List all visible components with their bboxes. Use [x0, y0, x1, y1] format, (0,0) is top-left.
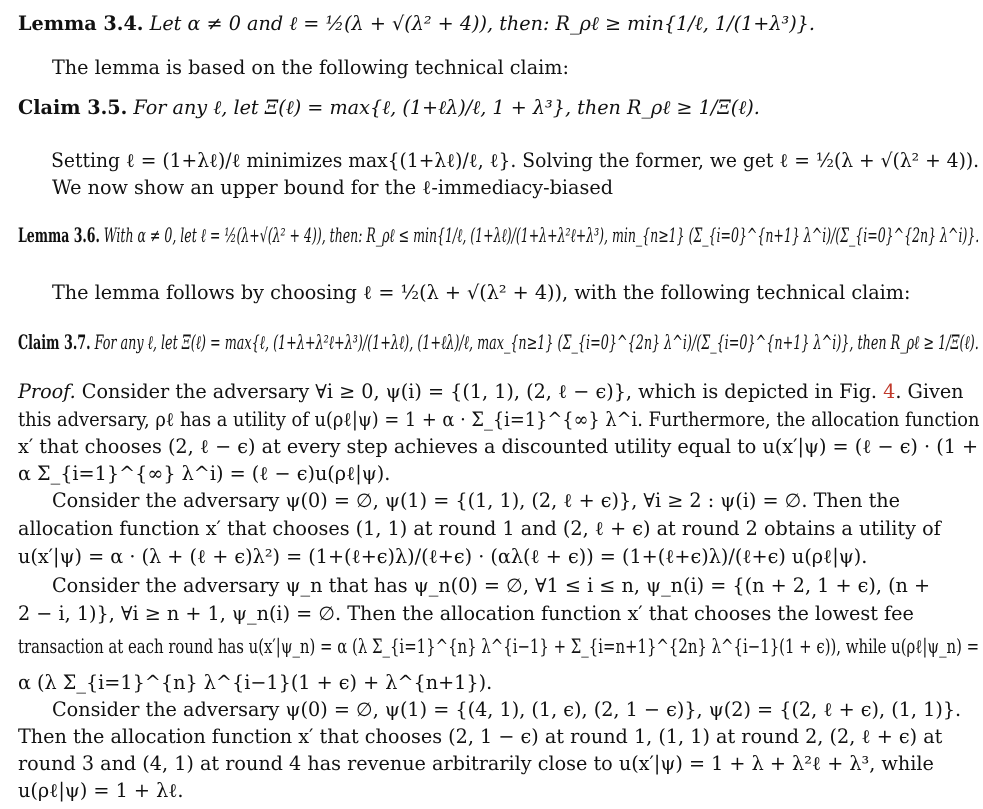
- proof-text: round 3 and (4, 1) at round 4 has revenue arbitrarily close to u(x′|ψ) = 1 + λ + λ²ℓ + λ³, while: [18, 752, 934, 775]
- setting-text: [18, 151, 979, 170]
- proof-text: x′ that chooses (2, ℓ − ϵ) at every step achieves a discounted utility equal to u(x′|ψ) = (ℓ − ϵ) · (1 +: [18, 435, 979, 458]
- proof-text: allocation function x′ that chooses (1, 1) at round 1 and (2, ℓ + ϵ) at round 2 obtains a utility of: [18, 517, 941, 540]
- proof-text: α Σ_{i=1}^{∞} λ^i) = (ℓ − ϵ)u(ρℓ|ψ).: [18, 462, 391, 485]
- figure-citation-link[interactable]: 4: [883, 380, 896, 403]
- paragraph-text: The lemma is based on the following technical claim:: [52, 56, 569, 79]
- proof-line-7: [18, 547, 867, 566]
- lemma-3-6-label: Lemma 3.6.: [18, 224, 100, 247]
- proof-text: this adversary, ρℓ has a utility of u(ρℓ|ψ) = 1 + α · Σ_{i=1}^{∞} λ^i. Furthermore, the allocation function: [18, 408, 980, 431]
- lemma-follows-text: [18, 283, 910, 302]
- proof-text: Consider the adversary ψ(0) = ∅, ψ(1) = {(4, 1), (1, ϵ), (2, 1 − ϵ)}, ψ(2) = {(2, ℓ + ϵ), (1, 1)}.: [52, 698, 962, 721]
- proof-text: u(x′|ψ) = α · (λ + (ℓ + ϵ)λ²) = (1+(ℓ+ϵ)λ)/(ℓ+ϵ) · (αλ(ℓ + ϵ)) = (1+(ℓ+ϵ)λ)/(ℓ+ϵ) u(ρℓ|ψ).: [18, 545, 868, 568]
- proof-line-11: [18, 673, 492, 692]
- proof-line-1: [18, 382, 964, 401]
- proof-text: Consider the adversary ψ_n that has ψ_n(0) = ∅, ∀1 ≤ i ≤ n, ψ_n(i) = {(n + 2, 1 + ϵ), (n +: [52, 574, 931, 597]
- proof-line-14: [18, 754, 934, 773]
- claim-3-5-statement: For any ℓ, let Ξ(ℓ) = max{ℓ, (1+ℓλ)/ℓ, 1 + λ³}, then R_ρℓ ≥ 1/Ξ(ℓ).: [127, 96, 760, 119]
- proof-text: Consider the adversary ∀i ≥ 0, ψ(i) = {(1, 1), (2, ℓ − ϵ)}, which is depicted in Fig.: [75, 380, 884, 403]
- lemma-3-6: [18, 226, 979, 245]
- lemma-3-4: [18, 14, 815, 33]
- proof-text: α (λ Σ_{i=1}^{n} λ^{i−1}(1 + ϵ) + λ^{n+1}).: [18, 671, 493, 694]
- proof-line-15: [18, 781, 184, 800]
- upper-bound-text: [18, 178, 613, 197]
- proof-line-4: [18, 464, 390, 483]
- claim-3-7: [18, 333, 979, 352]
- proof-line-8: [18, 576, 930, 595]
- proof-label: Proof.: [18, 380, 76, 403]
- claim-3-7-statement: For any ℓ, let Ξ(ℓ) = max{ℓ, (1+λ+λ²ℓ+λ³)/(1+λℓ), (1+ℓλ)/ℓ, max_{n≥1} (Σ_{i=0}^{2n} λ^i)/(Σ_{i=0}^{n+1} λ^i)}, then R_ρℓ ≥ 1/Ξ(ℓ).: [90, 331, 979, 354]
- proof-text: Then the allocation function x′ that chooses (2, 1 − ϵ) at round 1, (1, 1) at round 2, (2, ℓ + ϵ) at: [18, 725, 943, 748]
- proof-text: Consider the adversary ψ(0) = ∅, ψ(1) = {(1, 1), (2, ℓ + ϵ)}, ∀i ≥ 2 : ψ(i) = ∅. Then the: [52, 489, 900, 512]
- proof-line-6: [18, 519, 941, 538]
- claim-3-7-label: Claim 3.7.: [18, 331, 91, 354]
- proof-text-tail: . Given: [895, 380, 964, 403]
- proof-line-3: [18, 437, 978, 456]
- proof-text: u(ρℓ|ψ) = 1 + λℓ.: [18, 779, 184, 802]
- proof-text: 2 − i, 1)}, ∀i ≥ n + 1, ψ_n(i) = ∅. Then the allocation function x′ that chooses the lowest fee: [18, 602, 914, 625]
- lemma-3-4-statement: Let α ≠ 0 and ℓ = ½(λ + √(λ² + 4)), then: R_ρℓ ≥ min{1/ℓ, 1/(1+λ³)}.: [143, 12, 815, 35]
- proof-line-10: [18, 637, 979, 656]
- proof-line-5: [18, 491, 900, 510]
- paragraph-text: The lemma follows by choosing ℓ = ½(λ + √(λ² + 4)), with the following technical claim:: [52, 281, 911, 304]
- proof-line-13: [18, 727, 942, 746]
- lemma-3-6-statement: With α ≠ 0, let ℓ = ½(λ+√(λ² + 4)), then: R_ρℓ ≤ min{1/ℓ, (1+λℓ)/(1+λ+λ²ℓ+λ³), min_{n≥1} (Σ_{i=0}^{n+1} λ^i)/(Σ_{i=0}^{2n} λ^i)}.: [99, 224, 980, 247]
- paragraph-text: We now show an upper bound for the ℓ-immediacy-biased: [52, 176, 613, 199]
- paragraph-text: Setting ℓ = (1+λℓ)/ℓ minimizes max{(1+λℓ)/ℓ, ℓ}. Solving the former, we get ℓ = ½(λ + √(λ² + 4)).: [51, 149, 980, 172]
- claim-3-5: [18, 98, 760, 117]
- claim-3-5-label: Claim 3.5.: [18, 96, 128, 119]
- lemma-3-4-label: Lemma 3.4.: [18, 12, 144, 35]
- proof-text: transaction at each round has u(x′|ψ_n) = α (λ Σ_{i=1}^{n} λ^{i−1} + Σ_{i=n+1}^{2n} λ^{i−1}(1 + ϵ)), while u(ρℓ|ψ_n) =: [18, 635, 980, 658]
- lemma-intro-text: [18, 58, 569, 77]
- proof-line-12: [18, 700, 961, 719]
- proof-line-2: [18, 410, 979, 429]
- proof-line-9: [18, 604, 914, 623]
